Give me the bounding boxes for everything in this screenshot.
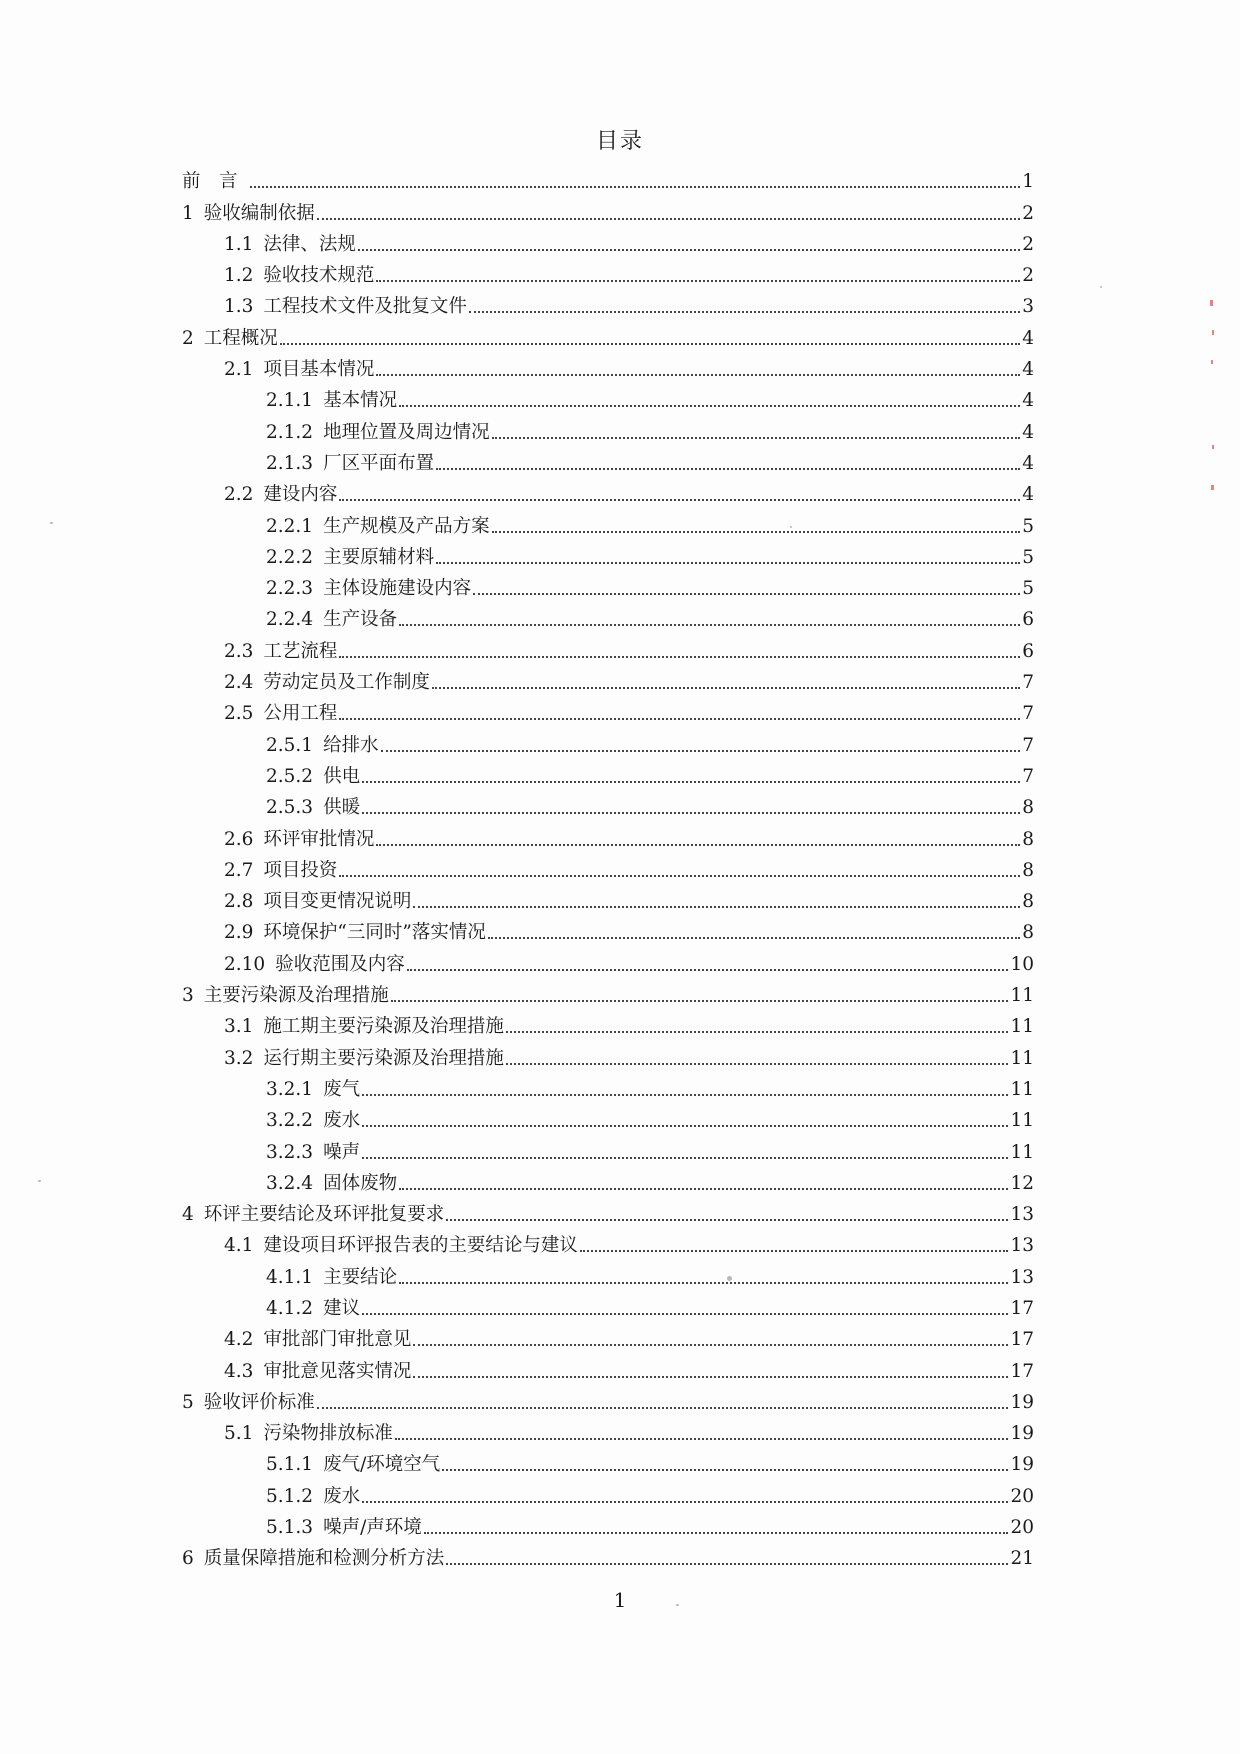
edge-mark [1211,485,1214,490]
toc-entry[interactable] [0,819,1240,850]
toc-entry-page: 4 [1022,484,1034,506]
toc-entry[interactable] [0,1414,1240,1445]
toc-entry[interactable] [0,256,1240,287]
toc-entry[interactable] [0,976,1240,1007]
toc-dot-leader [280,343,1020,345]
toc-entry-number: 4.1.1 [266,1266,314,1288]
toc-entry-label: 废气 [323,1078,361,1100]
toc-entry-number: 1.3 [224,296,254,318]
toc-dot-leader [432,687,1020,689]
toc-entry[interactable] [0,757,1240,788]
toc-entry-page: 19 [1010,1391,1034,1413]
toc-entry-page: 17 [1010,1360,1034,1382]
toc-entry-page: 20 [1010,1485,1034,1507]
toc-entry-label: 审批部门审批意见 [263,1329,412,1351]
toc-entry-page: 19 [1010,1454,1034,1476]
toc-entry-label: 主要原辅材料 [323,546,435,568]
toc-entry[interactable] [0,162,1240,193]
toc-entry[interactable] [0,1226,1240,1257]
toc-entry-page: 7 [1022,734,1034,756]
toc-entry-number: 2.1.2 [266,421,314,443]
toc-entry-page: 20 [1010,1517,1034,1539]
toc-entry[interactable] [0,506,1240,537]
toc-dot-leader [407,969,1009,971]
toc-entry-label: 主要结论 [323,1266,398,1288]
toc-entry-number: 2.1.1 [266,390,314,412]
toc-entry-page: 6 [1022,609,1034,631]
toc-entry-number: 2.1.3 [266,452,314,474]
toc-entry-page: 21 [1010,1548,1034,1570]
toc-entry-number: 6 [182,1548,194,1570]
toc-entry-page: 13 [1010,1204,1034,1226]
toc-dot-leader [376,374,1020,376]
edge-mark [1212,445,1214,449]
toc-dot-leader [446,1219,1008,1221]
toc-dot-leader [580,1250,1009,1252]
toc-entry-label: 主体设施建设内容 [323,578,472,600]
toc-entry[interactable] [0,444,1240,475]
toc-dot-leader [492,531,1021,533]
toc-entry-number: 2.8 [224,891,254,913]
toc-dot-leader [362,1501,1008,1503]
toc-dot-leader [413,1344,1008,1346]
toc-entry-label: 地理位置及周边情况 [323,421,490,443]
toc-entry[interactable] [0,944,1240,975]
toc-entry-label: 工艺流程 [263,640,338,662]
toc-entry-label: 项目变更情况说明 [263,891,412,913]
toc-entry[interactable] [0,600,1240,631]
toc-entry-number: 3.2.1 [266,1078,314,1100]
toc-entry-page: 7 [1022,765,1034,787]
toc-entry[interactable] [0,412,1240,443]
toc-entry-number: 5.1.3 [266,1517,314,1539]
scan-speck [38,1180,41,1182]
toc-entry-page: 2 [1022,265,1034,287]
toc-entry-number: 2.2.4 [266,609,314,631]
toc-entry-number: 3 [182,985,194,1007]
toc-entry-label: 法律、法规 [263,233,356,255]
toc-entry-number: 2.5.3 [266,797,314,819]
toc-entry-page: 11 [1010,1078,1034,1100]
toc-entry-label: 劳动定员及工作制度 [263,672,430,694]
toc-entry-number: 3.2.2 [266,1110,314,1132]
toc-dot-leader [376,844,1020,846]
toc-entry[interactable] [0,1007,1240,1038]
toc-entry-page: 11 [1010,1141,1034,1163]
toc-dot-leader [362,1157,1008,1159]
scan-speck [727,1276,732,1281]
toc-entry-label: 项目投资 [263,859,338,881]
toc-dot-leader [446,1563,1008,1565]
toc-entry-number: 3.2.4 [266,1172,314,1194]
toc-entry-label: 主要污染源及治理措施 [203,985,389,1007]
toc-dot-leader [399,624,1020,626]
toc-entry-number: 5.1.1 [266,1454,314,1476]
toc-entry[interactable] [0,1132,1240,1163]
toc-entry[interactable] [0,1445,1240,1476]
toc-entry-label: 固体废物 [323,1172,398,1194]
toc-entry-number: 2 [182,327,194,349]
toc-entry[interactable] [0,538,1240,569]
toc-entry-number: 2.2 [224,484,254,506]
toc-entry-page: 7 [1022,703,1034,725]
toc-entry[interactable] [0,851,1240,882]
toc-entry[interactable] [0,913,1240,944]
toc-entry[interactable] [0,1539,1240,1570]
toc-entry-label: 噪声 [323,1141,361,1163]
toc-dot-leader [436,468,1020,470]
toc-entry[interactable] [0,569,1240,600]
toc-entry-page: 7 [1022,672,1034,694]
toc-dot-leader [362,781,1020,783]
toc-entry[interactable] [0,631,1240,662]
toc-entry-page: 17 [1010,1297,1034,1319]
toc-entry-label: 供电 [323,765,361,787]
toc-entry-label: 验收评价标准 [203,1391,315,1413]
toc-entry-page: 4 [1022,359,1034,381]
toc-entry-label: 项目基本情况 [263,359,375,381]
toc-entry-number: 3.2.3 [266,1141,314,1163]
toc-dot-leader [395,1438,1009,1440]
toc-entry-number: 2.2.1 [266,515,314,537]
toc-entry-label: 供暖 [323,797,361,819]
toc-entry-label: 基本情况 [323,390,398,412]
toc-entry-label: 施工期主要污染源及治理措施 [263,1016,504,1038]
toc-entry-label: 建议 [323,1297,361,1319]
toc-entry-label: 建设项目环评报告表的主要结论与建议 [263,1235,578,1257]
toc-entry-label: 污染物排放标准 [263,1423,393,1445]
edge-mark [1212,330,1214,335]
toc-entry-number: 5 [182,1391,194,1413]
toc-entry-page: 4 [1022,421,1034,443]
toc-entry[interactable] [0,287,1240,318]
toc-entry[interactable] [0,350,1240,381]
toc-entry-page: 5 [1022,546,1034,568]
toc-entry-number: 1.2 [224,265,254,287]
toc-entry[interactable] [0,1070,1240,1101]
toc-entry-label: 废气/环境空气 [323,1454,441,1476]
toc-entry-number: 2.4 [224,672,254,694]
toc-entry-number: 5.1.2 [266,1485,314,1507]
toc-entry-page: 13 [1010,1235,1034,1257]
toc-entry-page: 6 [1022,640,1034,662]
toc-dot-leader [506,1031,1009,1033]
toc-entry-page: 1 [1022,171,1034,193]
toc-entry-number: 2.3 [224,640,254,662]
toc-entry[interactable] [0,663,1240,694]
toc-entry[interactable] [0,1476,1240,1507]
toc-entry-label: 废水 [323,1110,361,1132]
toc-entry[interactable] [0,882,1240,913]
toc-entry-page: 13 [1010,1266,1034,1288]
toc-entry[interactable] [0,225,1240,256]
edge-mark [1211,360,1213,364]
toc-entry[interactable] [0,788,1240,819]
toc-entry[interactable] [0,1351,1240,1382]
toc-dot-leader [488,937,1020,939]
toc-entry[interactable] [0,1383,1240,1414]
scan-speck [50,522,53,524]
toc-entry[interactable] [0,1038,1240,1069]
toc-entry-number: 2.7 [224,859,254,881]
toc-entry-page: 2 [1022,233,1034,255]
toc-entry-label: 噪声/声环境 [323,1517,422,1539]
toc-entry-number: 2.2.3 [266,578,314,600]
toc-entry-label: 厂区平面布置 [323,452,435,474]
toc-dot-leader [381,750,1021,752]
toc-entry-label: 建设内容 [263,484,338,506]
toc-entry[interactable] [0,1195,1240,1226]
toc-dot-leader [436,562,1020,564]
toc-entry-number: 2.10 [224,953,266,975]
toc-dot-leader [399,1282,1008,1284]
toc-dot-leader [442,1469,1008,1471]
toc-entry-label: 工程概况 [203,327,278,349]
toc-entry[interactable] [0,1101,1240,1132]
toc-entry-label: 验收技术规范 [263,265,375,287]
toc-dot-leader [339,499,1020,501]
toc-entry-page: 8 [1022,922,1034,944]
toc-entry[interactable] [0,1257,1240,1288]
toc-entry-number: 2.1 [224,359,254,381]
toc-dot-leader [413,906,1020,908]
toc-entry-label: 质量保障措施和检测分析方法 [203,1548,445,1570]
toc-entry-page: 10 [1010,953,1034,975]
toc-dot-leader [362,1313,1008,1315]
toc-dot-leader [358,249,1020,251]
toc-dot-leader [399,1188,1008,1190]
toc-dot-leader [469,311,1020,313]
toc-entry[interactable] [0,1508,1240,1539]
toc-dot-leader [250,186,1021,188]
toc-entry-number: 1.1 [224,233,254,255]
toc-entry[interactable] [0,193,1240,224]
toc-entry-page: 17 [1010,1329,1034,1351]
toc-title: 目录 [595,129,644,154]
toc-entry-number: 2.6 [224,828,254,850]
toc-entry-number: 2.2.2 [266,546,314,568]
toc-dot-leader [362,1094,1008,1096]
toc-entry-number: 2.5.1 [266,734,314,756]
toc-entry-label: 环评主要结论及环评批复要求 [203,1204,445,1226]
toc-dot-leader [339,875,1020,877]
page-number: 1 [613,1588,627,1612]
toc-entry-page: 5 [1022,515,1034,537]
toc-entry[interactable] [0,694,1240,725]
toc-entry-label: 验收范围及内容 [275,953,405,975]
toc-entry-label: 生产规模及产品方案 [323,515,490,537]
toc-entry-number: 3.1 [224,1016,254,1038]
toc-entry-page: 4 [1022,452,1034,474]
toc-dot-leader [362,1125,1008,1127]
toc-entry-page: 11 [1010,1047,1034,1069]
toc-entry-label: 审批意见落实情况 [263,1360,412,1382]
scan-speck [676,1604,679,1606]
toc-entry-label: 工程技术文件及批复文件 [263,296,467,318]
toc-entry[interactable] [0,381,1240,412]
toc-entry[interactable] [0,318,1240,349]
toc-dot-leader [376,280,1020,282]
toc-dot-leader [317,1407,1009,1409]
toc-entry-page: 12 [1010,1172,1034,1194]
scan-speck [1100,286,1102,288]
toc-entry-page: 11 [1010,985,1034,1007]
toc-entry-label: 验收编制依据 [203,202,315,224]
toc-entry-number: 4.1 [224,1235,254,1257]
toc-entry-number: 5.1 [224,1423,254,1445]
toc-dot-leader [413,1376,1008,1378]
toc-entry-page: 4 [1022,327,1034,349]
toc-entry-label: 公用工程 [263,703,338,725]
toc-entry[interactable] [0,725,1240,756]
toc-entry-number: 2.5.2 [266,765,314,787]
edge-mark [1210,300,1213,306]
toc-entry-number: 4.1.2 [266,1297,314,1319]
toc-entry-page: 8 [1022,828,1034,850]
toc-entry-page: 11 [1010,1110,1034,1132]
toc-entry-number: 2.9 [224,922,254,944]
toc-dot-leader [506,1063,1009,1065]
toc-entry-page: 11 [1010,1016,1034,1038]
toc-dot-leader [317,218,1020,220]
toc-dot-leader [424,1532,1009,1534]
scan-speck [790,526,792,528]
toc-dot-leader [492,437,1021,439]
toc-entry-page: 8 [1022,891,1034,913]
toc-dot-leader [339,656,1020,658]
toc-entry-page: 4 [1022,390,1034,412]
toc-dot-leader [362,812,1020,814]
toc-entry-number: 4 [182,1204,194,1226]
toc-entry-label: 废水 [323,1485,361,1507]
toc-dot-leader [399,405,1020,407]
toc-entry-page: 19 [1010,1423,1034,1445]
toc-entry[interactable] [0,1164,1240,1195]
toc-entry-label: 环境保护“三同时”落实情况 [263,922,486,944]
toc-entry-label: 运行期主要污染源及治理措施 [263,1047,504,1069]
toc-entry-page: 2 [1022,202,1034,224]
toc-entry-label: 生产设备 [323,609,398,631]
table-of-contents [0,162,1240,1570]
toc-entry-page: 5 [1022,578,1034,600]
toc-entry[interactable] [0,475,1240,506]
toc-entry[interactable] [0,1320,1240,1351]
toc-entry-label: 给排水 [323,734,379,756]
toc-dot-leader [473,593,1020,595]
toc-entry-page: 8 [1022,859,1034,881]
toc-entry[interactable] [0,1289,1240,1320]
toc-entry-page: 3 [1022,296,1034,318]
toc-entry-page: 8 [1022,797,1034,819]
toc-dot-leader [339,718,1020,720]
toc-entry-number: 4.3 [224,1360,254,1382]
toc-entry-number: 1 [182,202,194,224]
toc-entry-number: 前 言 [182,171,238,193]
toc-dot-leader [391,1000,1009,1002]
toc-entry-number: 2.5 [224,703,254,725]
toc-entry-number: 4.2 [224,1329,254,1351]
toc-entry-label: 环评审批情况 [263,828,375,850]
toc-entry-number: 3.2 [224,1047,254,1069]
